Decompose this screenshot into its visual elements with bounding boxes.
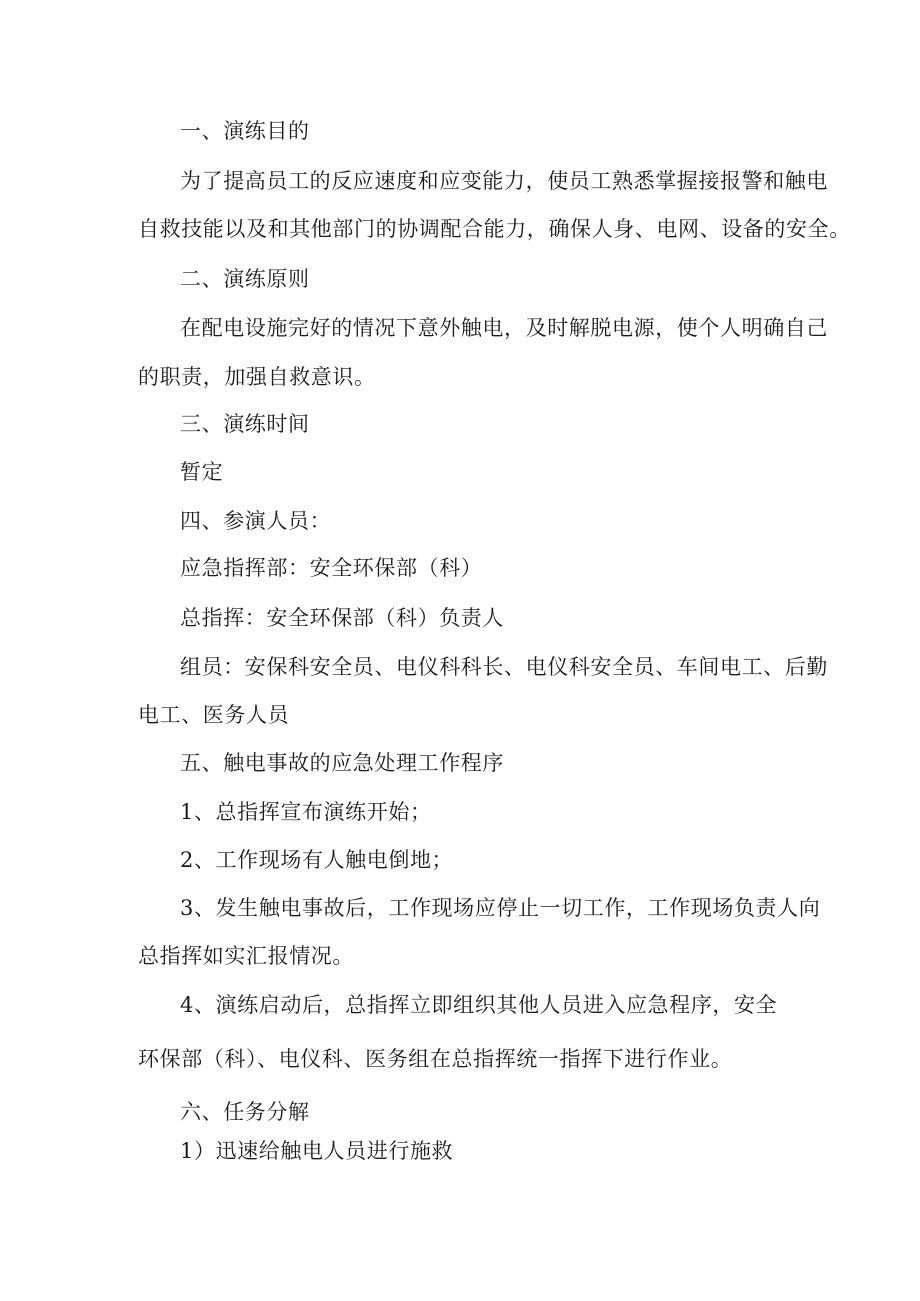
- paragraph-line: 的职责，加强自救意识。: [138, 365, 376, 389]
- list-item: 2、工作现场有人触电倒地；: [180, 848, 454, 872]
- section-heading-6: 六、任务分解: [180, 1100, 310, 1124]
- section-heading-1: 一、演练目的: [180, 119, 310, 143]
- paragraph-line: 组员：安保科安全员、电仪科科长、电仪科安全员、车间电工、后勤: [180, 655, 828, 679]
- section-heading-2: 二、演练原则: [180, 267, 310, 291]
- list-item: 3、发生触电事故后，工作现场应停止一切工作，工作现场负责人向: [180, 896, 821, 920]
- paragraph-line: 暂定: [180, 460, 224, 484]
- paragraph-line: 为了提高员工的反应速度和应变能力，使员工熟悉掌握接报警和触电: [180, 169, 828, 193]
- section-heading-4: 四、参演人员：: [180, 509, 332, 533]
- paragraph-line: 总指挥：安全环保部（科）负责人: [180, 606, 504, 630]
- list-item: 1）迅速给触电人员进行施救: [180, 1139, 454, 1163]
- paragraph-line: 电工、医务人员: [138, 703, 290, 727]
- paragraph-line: 自救技能以及和其他部门的协调配合能力，确保人身、电网、设备的安全。: [138, 217, 851, 241]
- paragraph-line: 应急指挥部：安全环保部（科）: [180, 556, 483, 580]
- section-heading-5: 五、触电事故的应急处理工作程序: [180, 751, 504, 775]
- list-item: 1、总指挥宣布演练开始；: [180, 800, 432, 824]
- paragraph-line: 总指挥如实汇报情况。: [138, 944, 354, 968]
- paragraph-line: 环保部（科）、电仪科、医务组在总指挥统一指挥下进行作业。: [138, 1047, 733, 1071]
- list-item: 4、演练启动后，总指挥立即组织其他人员进入应急程序，安全: [180, 993, 778, 1017]
- section-heading-3: 三、演练时间: [180, 412, 310, 436]
- paragraph-line: 在配电设施完好的情况下意外触电，及时解脱电源，使个人明确自己: [180, 316, 828, 340]
